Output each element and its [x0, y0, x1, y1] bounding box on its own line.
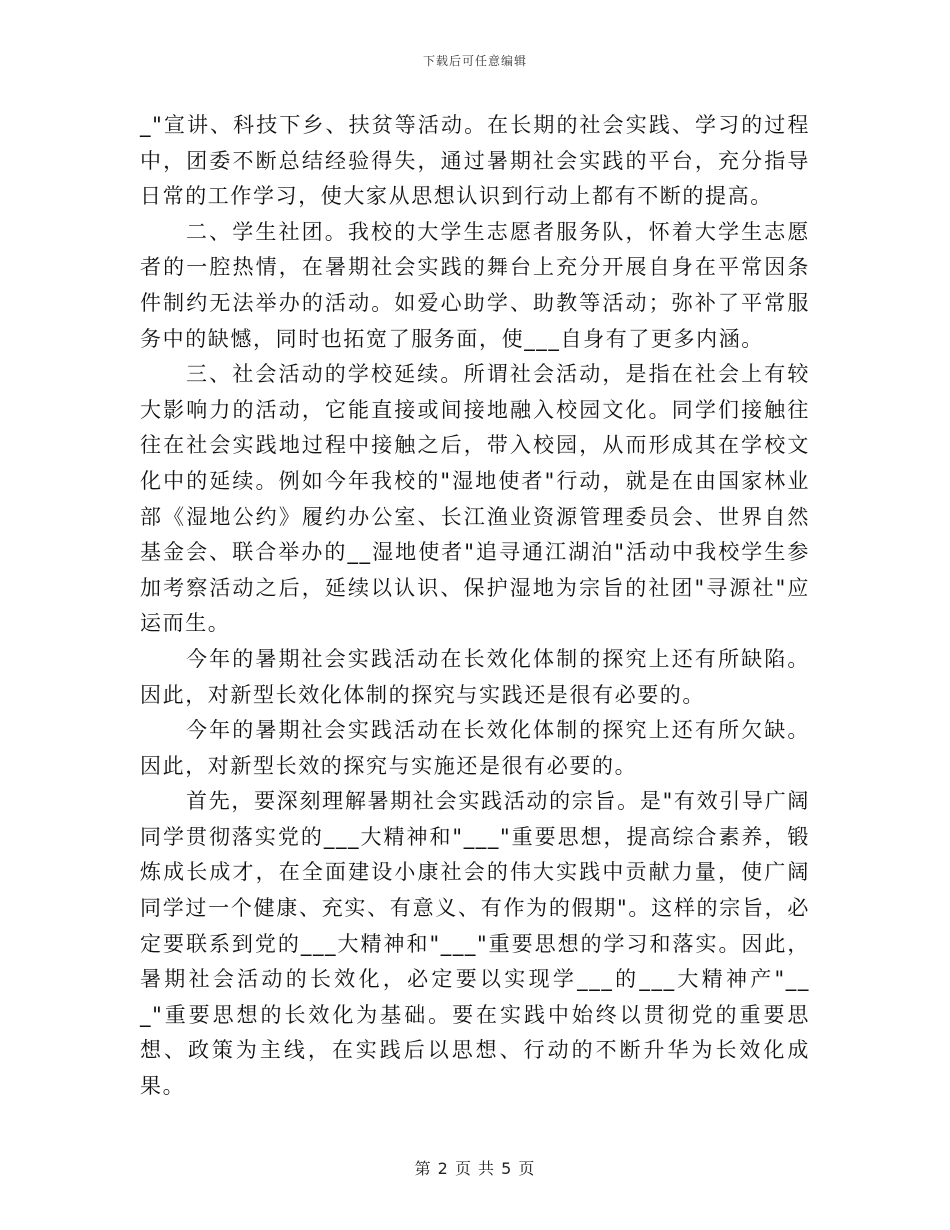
paragraph-6: 首先，要深刻理解暑期社会实践活动的宗旨。是"有效引导广阔同学贯彻落实党的___大精神和"___"重要思想，提高综合素养，锻炼成长成才，在全面建设小康社会的伟大实践中贡献力量，使广阔同学过一个健康、充实、有意义、有作为的假期"。这样的宗旨，必定要联系到党的___大精神和"___"重要思想的学习和落实。因此，暑期社会活动的长效化，必定要以实现学___的___大精神产"___"重要思想的长效化为基础。要在实践中始终以贯彻党的重要思想、政策为主线，在实践后以思想、行动的不断升华为长效化成果。 — [140, 789, 810, 1099]
document-body — [140, 108, 810, 1105]
paragraph-3: 三、社会活动的学校延续。所谓社会活动，是指在社会上有较大影响力的活动，它能直接或间接地融入校园文化。同学们接触往往在社会实践地过程中接触之后，带入校园，从而形成其在学校文化中的延续。例如今年我校的"湿地使者"行动，就是在由国家林业部《湿地公约》履约办公室、长江渔业资源管理委员会、世界自然基金会、联合举办的__湿地使者"追寻通江湖泊"活动中我校学生参加考察活动之后，延续以认识、保护湿地为宗旨的社团"寻源社"应运而生。 — [140, 362, 810, 636]
paragraph-5: 今年的暑期社会实践活动在长效化体制的探究上还有所欠缺。因此，对新型长效的探究与实施还是很有必要的。 — [140, 718, 810, 778]
page-footer: 第 2 页 共 5 页 — [414, 1159, 536, 1178]
paragraph-2: 二、学生社团。我校的大学生志愿者服务队，怀着大学生志愿者的一腔热情，在暑期社会实践的舞台上充分开展自身在平常因条件制约无法举办的活动。如爱心助学、助教等活动；弥补了平常服务中的缺憾，同时也拓宽了服务面，使___自身有了更多内涵。 — [140, 219, 810, 351]
paragraph-1: _"宣讲、科技下乡、扶贫等活动。在长期的社会实践、学习的过程中，团委不断总结经验得失，通过暑期社会实践的平台，充分指导日常的工作学习，使大家从思想认识到行动上都有不断的提高。 — [140, 113, 810, 209]
paragraph-4: 今年的暑期社会实践活动在长效化体制的探究上还有所缺陷。因此，对新型长效化体制的探究与实践还是很有必要的。 — [140, 646, 810, 707]
page-header: 下载后可任意编辑 — [422, 54, 527, 68]
